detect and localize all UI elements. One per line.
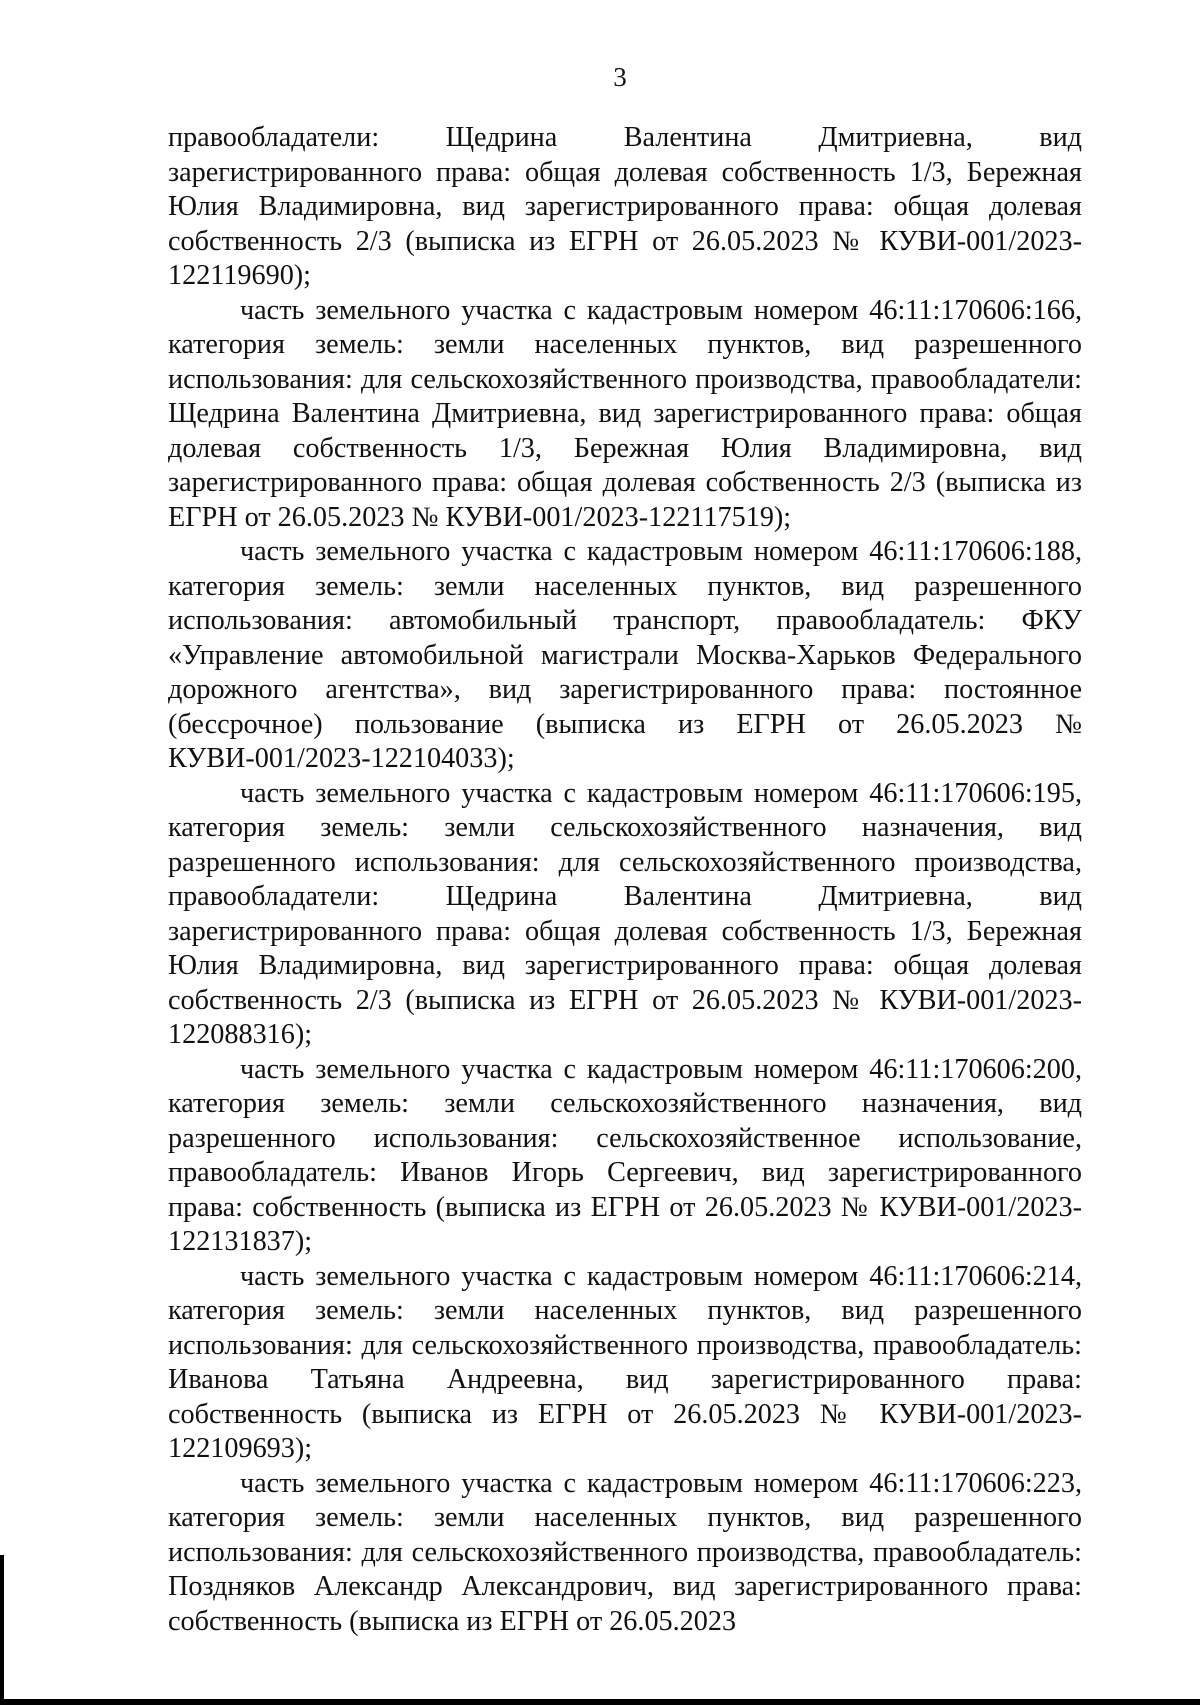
paragraph-parcel-166: часть земельного участка с кадастровым номером 46:11:170606:166, категория земель: земли населенных пунктов, вид разрешенного использования: для сельскохозяйственного производства, правообладатели: Щедрина Валентина Дмитриевна, вид зарегистрированного права: общая долевая собственность 1/3, Бережная Юлия Владимировна, вид зарегистрированного права: общая долевая собственность 2/3 (выписка из ЕГРН от 26.05.2023 № КУВИ-001/2023-122117519);: [168, 294, 1082, 533]
scan-edge-left: [0, 1555, 4, 1705]
document-body: [168, 121, 1082, 1639]
paragraph-parcel-188: часть земельного участка с кадастровым номером 46:11:170606:188, категория земель: земли населенных пунктов, вид разрешенного использования: автомобильный транспорт, правообладатель: ФКУ «Управление автомобильной магистрали Москва-Харьков Федерального дорожного агентства», вид зарегистрированного права: постоянное (бессрочное) пользование (выписка из ЕГРН от 26.05.2023 № КУВИ-001/2023-122104033);: [168, 536, 1082, 774]
page-number: 3: [613, 62, 627, 92]
paragraph-rights-holders-continued: правообладатели: Щедрина Валентина Дмитриевна, вид зарегистрированного права: общая долевая собственность 1/3, Бережная Юлия Владимировна, вид зарегистрированного права: общая долевая собственность 2/3 (выписка из ЕГРН от 26.05.2023 № КУВИ-001/2023-122119690);: [168, 122, 1082, 291]
paragraph-parcel-200: часть земельного участка с кадастровым номером 46:11:170606:200, категория земель: земли сельскохозяйственного назначения, вид разрешенного использования: сельскохозяйственное использование, правообладатель: Иванов Игорь Сергеевич, вид зарегистрированного права: собственность (выписка из ЕГРН от 26.05.2023 № КУВИ-001/2023-122131837);: [168, 1053, 1082, 1257]
scan-edge-bottom: [0, 1699, 1200, 1705]
paragraph-parcel-195: часть земельного участка с кадастровым номером 46:11:170606:195, категория земель: земли сельскохозяйственного назначения, вид разрешенного использования: для сельскохозяйственного производства, правообладатели: Щедрина Валентина Дмитриевна, вид зарегистрированного права: общая долевая собственность 1/3, Бережная Юлия Владимировна, вид зарегистрированного права: общая долевая собственность 2/3 (выписка из ЕГРН от 26.05.2023 № КУВИ-001/2023-122088316);: [168, 777, 1082, 1050]
paragraph-parcel-214: часть земельного участка с кадастровым номером 46:11:170606:214, категория земель: земли населенных пунктов, вид разрешенного использования: для сельскохозяйственного производства, правообладатель: Иванова Татьяна Андреевна, вид зарегистрированного права: собственность (выписка из ЕГРН от 26.05.2023 № КУВИ-001/2023-122109693);: [168, 1260, 1082, 1464]
paragraph-parcel-223: часть земельного участка с кадастровым номером 46:11:170606:223, категория земель: земли населенных пунктов, вид разрешенного использования: для сельскохозяйственного производства, правообладатель: Поздняков Александр Александрович, вид зарегистрированного права: собственность (выписка из ЕГРН от 26.05.2023: [168, 1467, 1082, 1637]
